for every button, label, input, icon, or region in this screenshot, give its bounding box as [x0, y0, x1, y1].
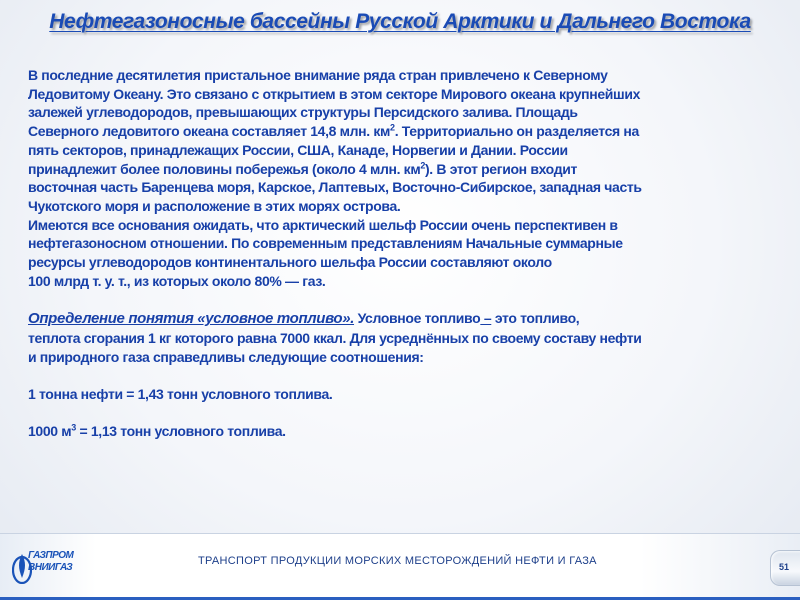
- logo-line: ВНИИГАЗ: [28, 562, 73, 573]
- body-text: Условное топливо: [354, 310, 481, 327]
- body-line: 100 млрд т. у. т., из которых около 80% — газ.: [28, 272, 326, 289]
- slide-title: Нефтегазоносные бассейны Русской Арктики и Дальнего Востока: [49, 10, 751, 33]
- spacer: [28, 366, 794, 385]
- superscript: 2: [420, 159, 425, 170]
- ratio-oil: 1 тонна нефти = 1,43 тонн условного топлива.: [28, 385, 333, 402]
- body-line: пять секторов, принадлежащих России, США, Канаде, Норвегии и Дании. России: [28, 141, 568, 158]
- body-text: 1000 м: [28, 423, 72, 440]
- ratio-gas: [28, 422, 794, 441]
- body-text: = 1,13 тонн условного топлива.: [75, 423, 286, 440]
- logo-line: ГАЗПРОМ: [28, 550, 74, 561]
- gazprom-vniigaz-logo: [8, 542, 74, 590]
- spacer: [28, 404, 794, 423]
- body-line: и природного газа справедливы следующие соотношения:: [28, 348, 424, 365]
- body-line: теплота сгорания 1 кг которого равна 7000 ккал. Для усреднённых по своему составу нефти: [28, 329, 642, 346]
- definition-line: [28, 309, 794, 329]
- body-text: Северного ледовитого океана составляет 14,8 млн. км: [28, 123, 391, 140]
- body-line: [28, 122, 794, 141]
- body-line: Чукотского моря и расположение в этих морях острова.: [28, 197, 401, 214]
- logo-text: [28, 550, 73, 574]
- superscript: 3: [71, 422, 76, 433]
- body-line: ресурсы углеводородов континентального шельфа России составляют около: [28, 254, 552, 271]
- body-line: Ледовитому Океану. Это связано с открытием в этом секторе Мирового океана крупнейших: [28, 85, 641, 102]
- superscript: 2: [390, 122, 395, 133]
- footer-caption: ТРАНСПОРТ ПРОДУКЦИИ МОРСКИХ МЕСТОРОЖДЕНИЙ НЕФТИ И ГАЗА: [198, 555, 597, 567]
- body-text: . Территориально он разделяется на: [394, 123, 639, 140]
- body-text: это топливо,: [491, 310, 580, 327]
- body-line: Имеются все основания ожидать, что арктический шельф России очень перспективен в: [28, 216, 618, 233]
- definition-heading: Определение понятия «условное топливо».: [28, 310, 355, 328]
- spacer: [28, 290, 794, 309]
- page-number: 51: [779, 562, 790, 572]
- body-text: ). В этот регион входит: [425, 160, 577, 177]
- body-text: принадлежит более половины побережья (около 4 млн. км: [28, 160, 421, 177]
- slide-body: [28, 66, 794, 441]
- body-line: [28, 160, 794, 179]
- body-line: нефтегазоносном отношении. По современным представлениям Начальные суммарные: [28, 235, 623, 252]
- body-line: восточная часть Баренцева моря, Карское, Лаптевых, Восточно-Сибирское, западная часть: [28, 179, 642, 196]
- body-line: залежей углеводородов, превышающих структуры Персидского залива. Площадь: [28, 104, 578, 121]
- dash: –: [480, 310, 492, 327]
- body-line: В последние десятилетия пристальное внимание ряда стран привлечено к Северному: [28, 67, 608, 83]
